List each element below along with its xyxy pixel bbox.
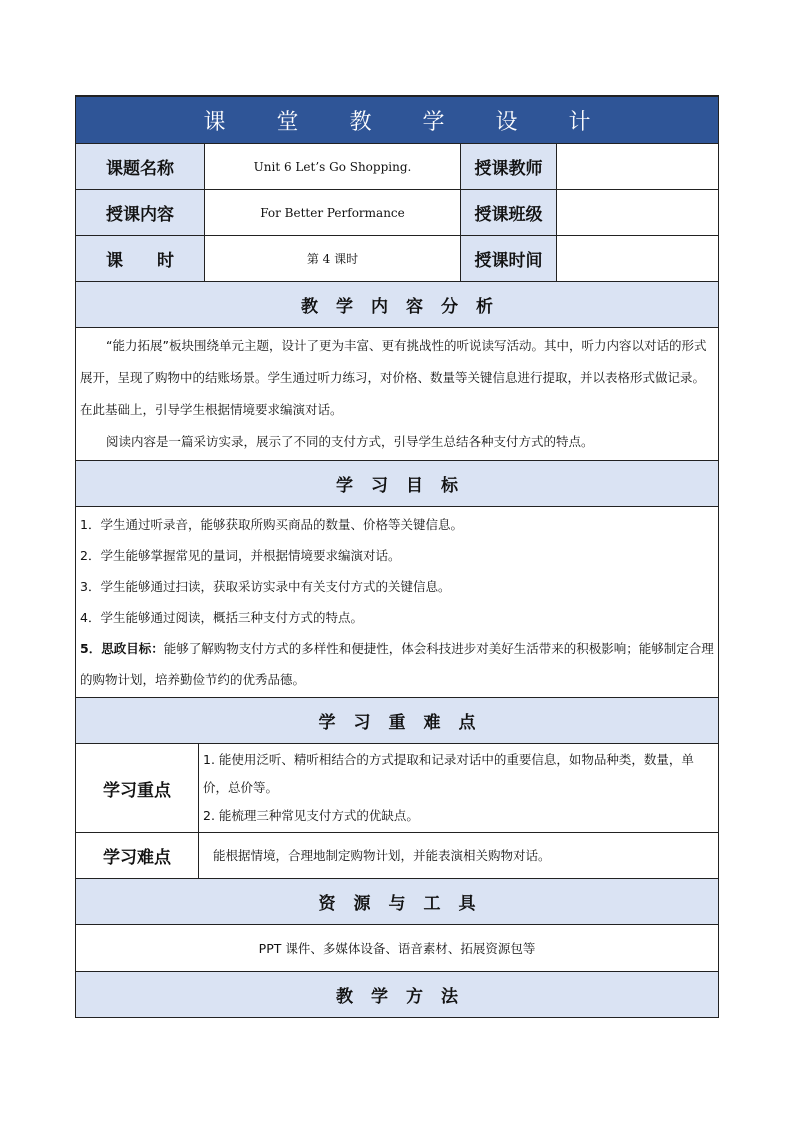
difficulty-row <box>75 833 719 879</box>
objective-item-5 <box>80 633 714 695</box>
resources-text: PPT 课件、多媒体设备、语音素材、拓展资源包等 <box>258 941 536 956</box>
methods-heading: 教学方法 <box>76 972 718 1017</box>
topic-label: 课题名称 <box>76 144 204 189</box>
difficulty-text: 能根据情境，合理地制定购物计划，并能表演相关购物对话。 <box>213 847 551 863</box>
objective-5-prefix: 5．思政目标： <box>80 641 164 656</box>
objectives-list <box>76 507 718 697</box>
objective-item: 2．学生能够掌握常见的量词，并根据情境要求编演对话。 <box>80 548 401 563</box>
analysis-body-row <box>75 328 719 461</box>
resources-heading-row <box>75 879 719 925</box>
class-value[interactable] <box>556 190 718 235</box>
focus-item-1: 1. 能使用泛听、精听相结合的方式提取和记录对话中的重要信息，如物品种类，数量，单价，总价等。 <box>203 752 694 795</box>
class-label: 授课班级 <box>460 190 556 235</box>
analysis-heading: 教学内容分析 <box>76 282 718 327</box>
info-row-content <box>75 190 719 236</box>
period-value: 第 4 课时 <box>204 236 460 281</box>
resources-body-row <box>75 925 719 972</box>
methods-heading-row <box>75 972 719 1018</box>
info-row-topic <box>75 144 719 190</box>
time-label: 授课时间 <box>460 236 556 281</box>
difficulty-content <box>198 833 718 878</box>
resources-heading: 资源与工具 <box>76 879 718 924</box>
focus-content <box>198 744 718 832</box>
analysis-heading-row <box>75 282 719 328</box>
title-row <box>75 95 719 144</box>
teacher-value[interactable] <box>556 144 718 189</box>
difficulty-label: 学习难点 <box>76 833 198 878</box>
topic-value: Unit 6 Let’s Go Shopping. <box>204 144 460 189</box>
period-label: 课 时 <box>76 236 204 281</box>
objectives-body-row <box>75 507 719 698</box>
focus-row <box>75 744 719 833</box>
objective-item: 1．学生通过听录音，能够获取所购买商品的数量、价格等关键信息。 <box>80 517 463 532</box>
teacher-label: 授课教师 <box>460 144 556 189</box>
info-row-period <box>75 236 719 282</box>
focus-item-2: 2. 能梳理三种常见支付方式的优缺点。 <box>203 808 419 823</box>
analysis-text <box>76 328 718 460</box>
objective-item: 3．学生能够通过扫读，获取采访实录中有关支付方式的关键信息。 <box>80 579 451 594</box>
objectives-heading-row <box>75 461 719 507</box>
content-label: 授课内容 <box>76 190 204 235</box>
analysis-paragraph-2: 阅读内容是一篇采访实录，展示了不同的支付方式，引导学生总结各种支付方式的特点。 <box>106 434 594 449</box>
keypoints-heading: 学习重难点 <box>76 698 718 743</box>
objective-5-text: 能够了解购物支付方式的多样性和便捷性，体会科技进步对美好生活带来的积极影响；能够制定合理的购物计划，培养勤俭节约的优秀品德。 <box>80 641 714 687</box>
time-value[interactable] <box>556 236 718 281</box>
objective-item: 4．学生能够通过阅读，概括三种支付方式的特点。 <box>80 610 363 625</box>
page-title: 课 堂 教 学 设 计 <box>76 97 718 143</box>
objectives-heading: 学习目标 <box>76 461 718 506</box>
keypoints-heading-row <box>75 698 719 744</box>
analysis-paragraph-1: “能力拓展”板块围绕单元主题，设计了更为丰富、更有挑战性的听说读写活动。其中，听力内容以对话的形式展开，呈现了购物中的结账场景。学生通过听力练习，对价格、数量等关键信息进行提取，并以表格形式做记录。在此基础上，引导学生根据情境要求编演对话。 <box>80 338 707 417</box>
content-value: For Better Performance <box>204 190 460 235</box>
lesson-plan-table <box>75 95 719 1018</box>
focus-label: 学习重点 <box>76 744 198 832</box>
